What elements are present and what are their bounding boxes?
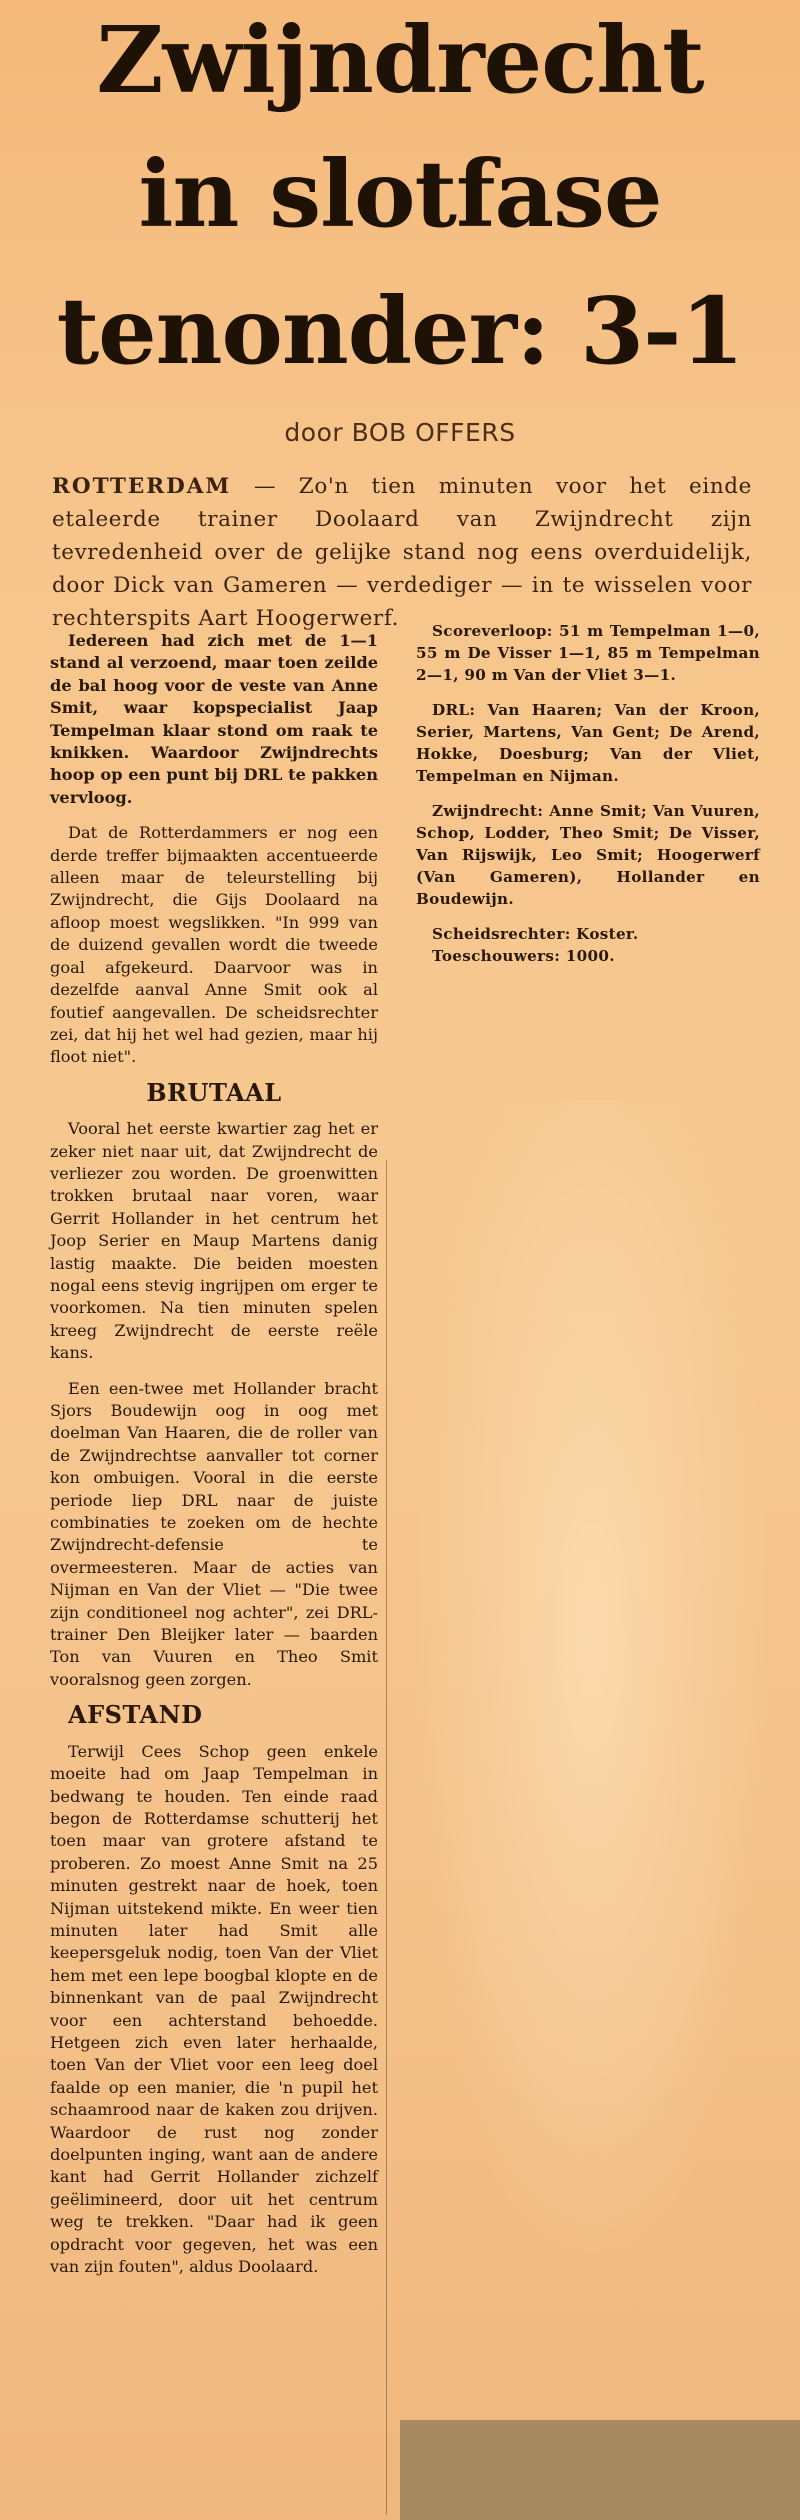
match-facts-column xyxy=(416,620,760,980)
background-surface xyxy=(400,2420,800,2520)
left-column xyxy=(50,630,378,2291)
lead-text: — Zo'n tien minuten voor het einde etaleerde trainer Doolaard van Zwijndrecht zijn tevredenheid over de gelijke stand nog eens overduidelijk, door Dick van Gameren — verdediger — in te wisselen voor rechterspits Aart Hoogerwerf. xyxy=(52,474,752,631)
body-paragraph-1: Dat de Rotterdammers er nog een derde treffer bijmaakten accentueerde alleen maar de teleurstelling bij Zwijndrecht, die Gijs Doolaard na afloop moest wegslikken. "In 999 van de duizend gevallen wordt die tweede goal afgekeurd. Daarvoor was in dezelfde aanval Anne Smit ook al foutief aangevallen. De scheidsrechter zei, dat hij het wel had gezien, maar hij floot niet". xyxy=(50,823,378,1067)
headline-line-1: Zwijndrecht xyxy=(96,6,704,114)
subheading-brutaal: BRUTAAL xyxy=(146,1077,282,1107)
headline-line-2: in slotfase xyxy=(138,140,662,248)
lineup-drl: DRL: Van Haaren; Van der Kroon, Serier, Martens, Van Gent; De Arend, Hokke, Doesburg; Van der Vliet, Tempelman en Nijman. xyxy=(416,701,760,785)
score-progress: Scoreverloop: 51 m Tempelman 1—0, 55 m De Visser 1—1, 85 m Tempelman 2—1, 90 m Van der Vliet 3—1. xyxy=(416,622,760,684)
body-paragraph-3: Een een-twee met Hollander bracht Sjors Boudewijn oog in oog met doelman Van Haaren, die de roller van de Zwijndrechtse aanvaller tot corner kon ombuigen. Vooral in die eerste periode liep DRL naar de juiste combinaties te zoeken om de hechte Zwijndrecht-defensie te overmeesteren. Maar de acties van Nijman en Van der Vliet — "Die twee zijn conditioneel nog achter", zei DRL-trainer Den Bleijker later — baarden Ton van Vuuren en Theo Smit vooralsnog geen zorgen. xyxy=(50,1378,378,1689)
byline: door BOB OFFERS xyxy=(284,418,516,447)
lead-paragraph xyxy=(52,470,752,635)
dateline-city: ROTTERDAM xyxy=(52,474,232,499)
referee: Scheidsrechter: Koster. xyxy=(432,925,639,943)
attendance: Toeschouwers: 1000. xyxy=(432,947,615,965)
body-paragraph-4: Terwijl Cees Schop geen enkele moeite had om Jaap Tempelman in bedwang te houden. Ten einde raad begon de Rotterdamse schutterij het toen maar van grotere afstand te proberen. Zo moest Anne Smit na 25 minuten gestrekt naar de hoek, toen Nijman uitstekend mikte. En weer tien minuten later had Smit alle keepersgeluk nodig, toen Van der Vliet hem met een lepe boogbal klopte en de binnenkant van de paal Zwijndrecht voor een achterstand behoedde. Hetgeen zich even later herhaalde, toen Van der Vliet voor een leeg doel faalde op een manier, die 'n pupil het schaamrood naar de kaken zou drijven. Waardoor de rust nog zonder doelpunten inging, want aan de andere kant had Gerrit Hollander zichzelf geëlimineerd, door uit het centrum weg te trekken. "Daar had ik geen opdracht voor gegeven, het was een van zijn fouten", aldus Doolaard. xyxy=(50,1741,378,2277)
headline-line-3: tenonder: 3-1 xyxy=(56,277,744,385)
paper-glare xyxy=(412,1100,772,2300)
lineup-zwijndrecht: Zwijndrecht: Anne Smit; Van Vuuren, Schop, Lodder, Theo Smit; De Visser, Van Rijswijk, Leo Smit; Hoogerwerf (Van Gameren), Hollander en Boudewijn. xyxy=(416,802,760,908)
column-divider xyxy=(386,1160,387,2515)
body-paragraph-2: Vooral het eerste kwartier zag het er zeker niet naar uit, dat Zwijndrecht de verliezer zou worden. De groenwitten trokken brutaal naar voren, waar Gerrit Hollander in het centrum het Joop Serier en Maup Martens danig lastig maakte. Die beiden moesten nogal eens stevig ingrijpen om erger te voorkomen. Na tien minuten spelen kreeg Zwijndrecht de eerste reële kans. xyxy=(50,1119,378,1363)
subheading-afstand: AFSTAND xyxy=(68,1700,203,1730)
intro-paragraph: Iedereen had zich met de 1—1 stand al verzoend, maar toen zeilde de bal hoog voor de veste van Anne Smit, waar kopspecialist Jaap Tempelman klaar stond om raak te knikken. Waardoor Zwijndrechts hoop op een punt bij DRL te pakken vervloog. xyxy=(50,631,378,807)
